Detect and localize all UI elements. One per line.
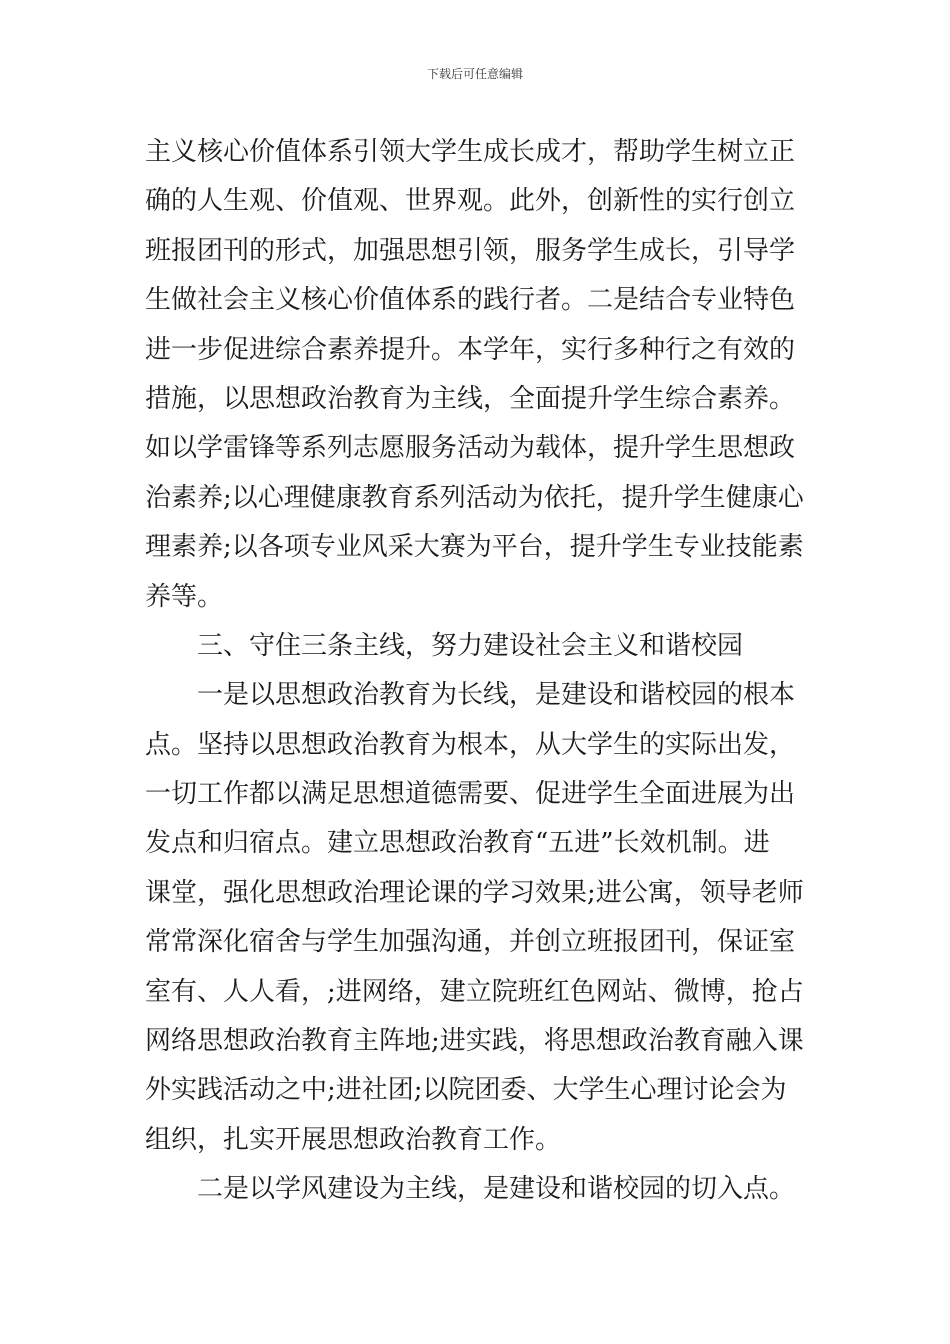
text-line: 进一步促进综合素养提升。本学年，实行多种行之有效的 <box>145 334 796 365</box>
text-line: 治素养;以心理健康教育系列活动为依托，提升学生健康心 <box>145 482 804 513</box>
text-line: 一是以思想政治教育为长线，是建设和谐校园的根本 <box>197 680 796 711</box>
text-line: 措施，以思想政治教育为主线，全面提升学生综合素养。 <box>145 383 796 414</box>
section-heading <box>145 622 810 671</box>
text-line: 养等。 <box>145 581 224 612</box>
paragraph-second-line <box>145 1165 810 1214</box>
text-line: 外实践活动之中;进社团;以院团委、大学生心理讨论会为 <box>145 1075 787 1106</box>
page-header: 下载后可任意编辑 <box>426 67 523 81</box>
text-line: 如以学雷锋等系列志愿服务活动为载体，提升学生思想政 <box>145 433 796 464</box>
document-body <box>145 128 810 1215</box>
text-line: 组织，扎实开展思想政治教育工作。 <box>145 1124 562 1155</box>
text-line: 常常深化宿舍与学生加强沟通，并创立班报团刊，保证室 <box>145 927 796 958</box>
text-line: 主义核心价值体系引领大学生成长成才，帮助学生树立正 <box>145 137 796 167</box>
text-line: 班报团刊的形式，加强思想引领，服务学生成长，引导学 <box>145 235 796 266</box>
text-line: 一切工作都以满足思想道德需要、促进学生全面进展为出 <box>145 779 796 810</box>
text-line: 发点和归宿点。建立思想政治教育“五进”长效机制。进 <box>145 828 770 859</box>
paragraph-first-line <box>145 671 810 1165</box>
text-line: 网络思想政治教育主阵地;进实践，将思想政治教育融入课 <box>145 1026 804 1057</box>
text-line: 课堂，强化思想政治理论课的学习效果;进公寓，领导老师 <box>145 877 804 908</box>
text-line: 理素养;以各项专业风采大赛为平台，提升学生专业技能素 <box>145 532 804 563</box>
text-line: 确的人生观、价值观、世界观。此外，创新性的实行创立 <box>145 186 796 217</box>
paragraph-continuation <box>145 128 810 622</box>
text-line: 点。坚持以思想政治教育为根本，从大学生的实际出发， <box>145 729 796 760</box>
text-line: 二是以学风建设为主线，是建设和谐校园的切入点。 <box>197 1174 796 1205</box>
text-line: 生做社会主义核心价值体系的践行者。二是结合专业特色 <box>145 285 796 316</box>
text-line: 室有、人人看，;进网络，建立院班红色网站、微博，抢占 <box>145 976 804 1007</box>
heading-line: 三、守住三条主线，努力建设社会主义和谐校园 <box>197 630 744 661</box>
